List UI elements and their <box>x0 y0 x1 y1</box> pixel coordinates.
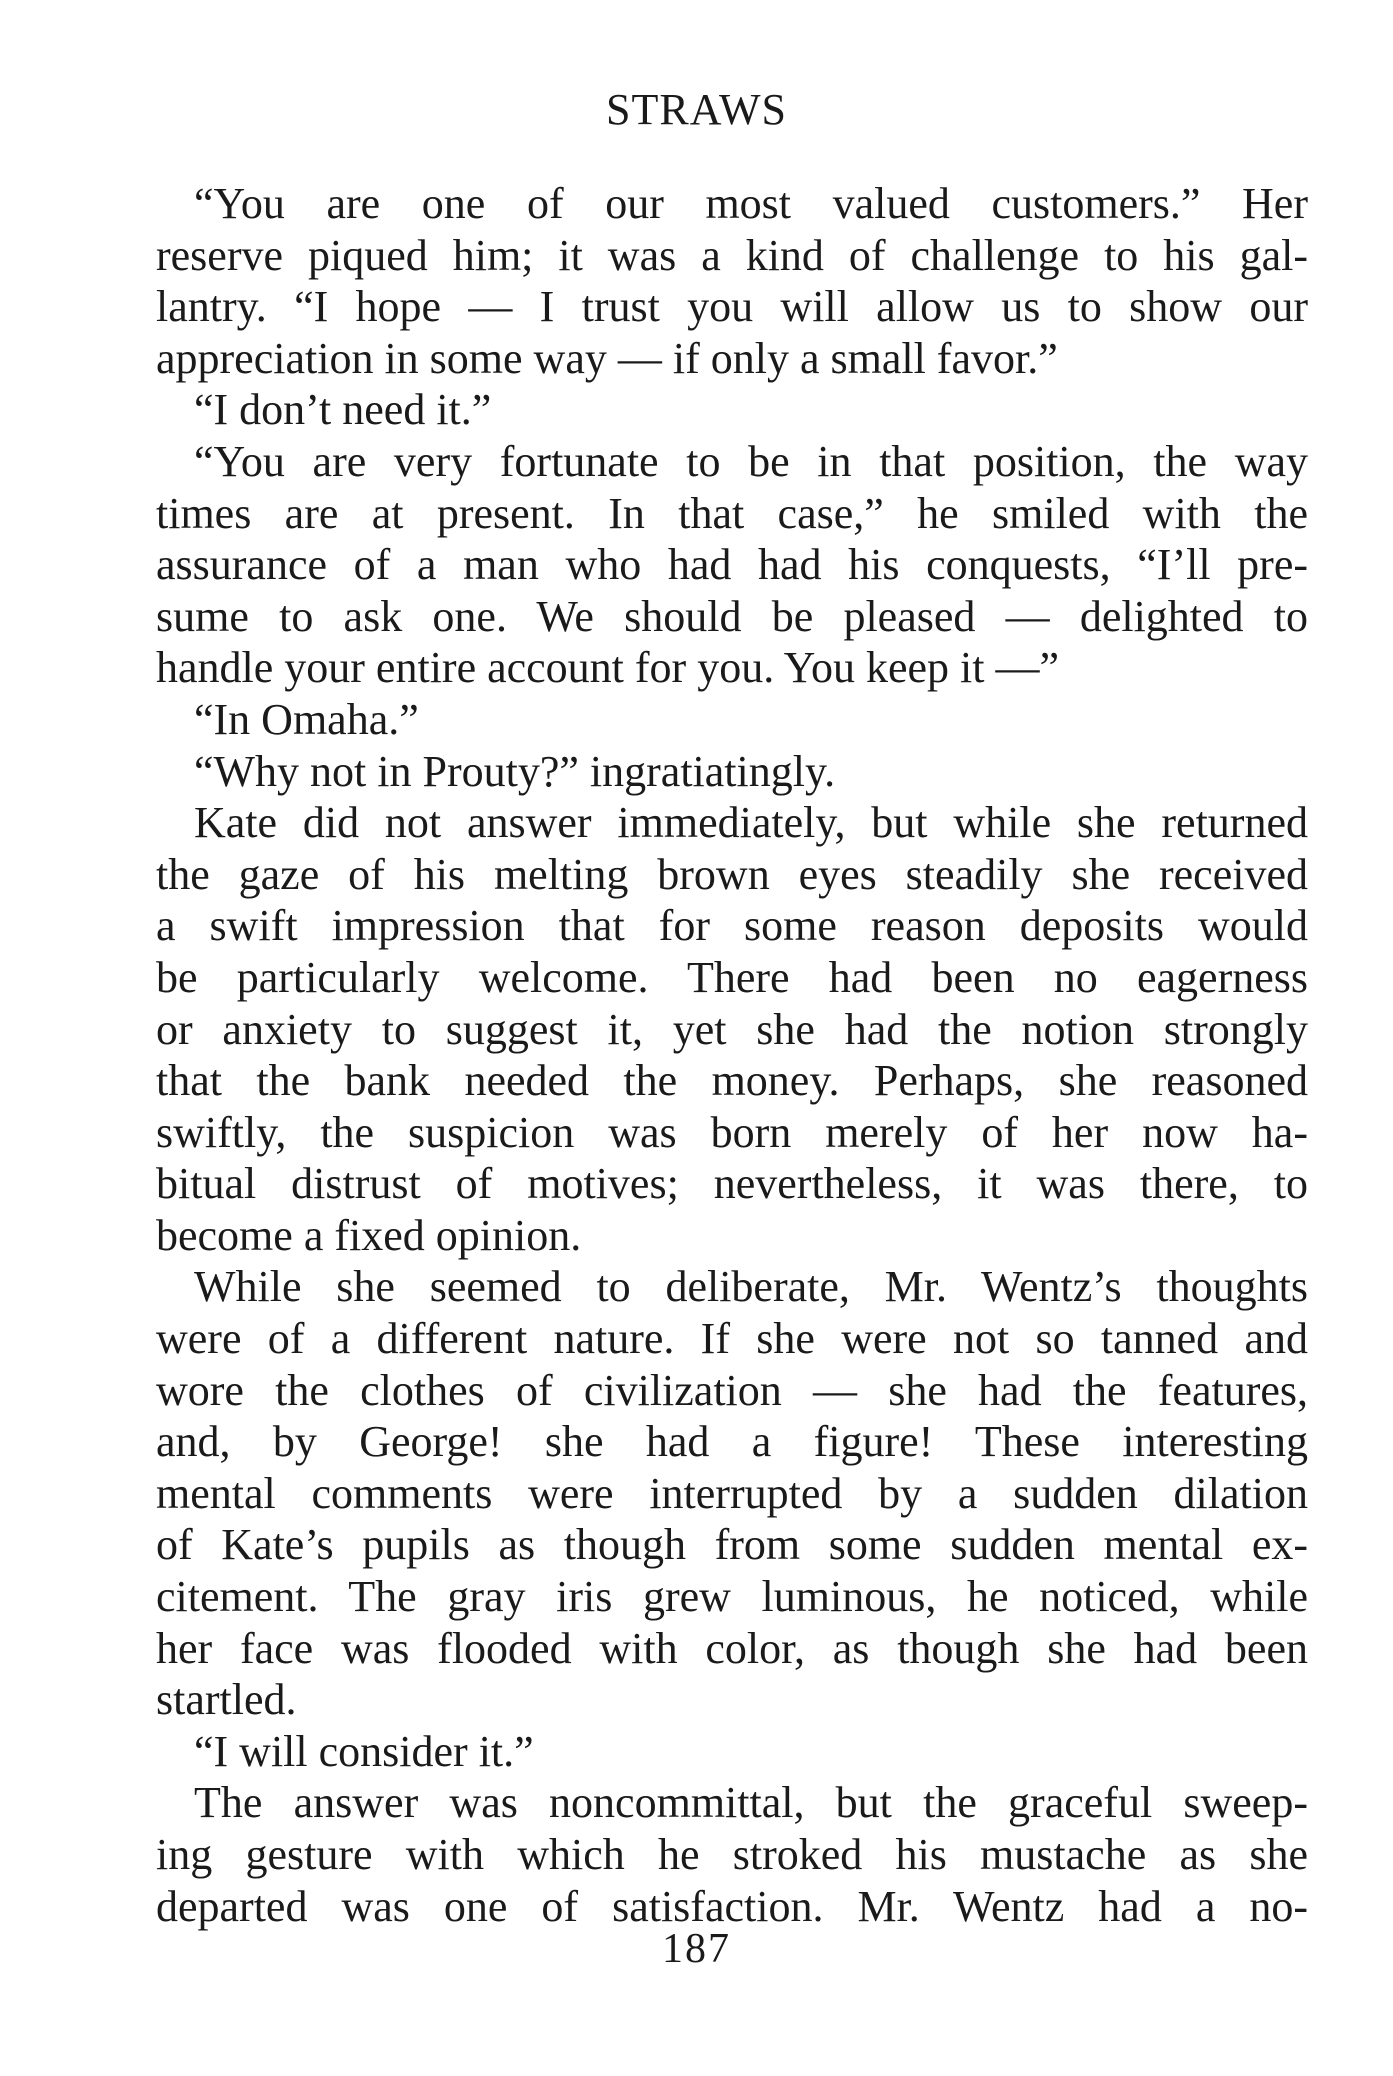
text-line: “You are very fortunate to be in that position, the way <box>194 436 1308 486</box>
text-line: swiftly, the suspicion was born merely of her now ha- <box>156 1107 1308 1157</box>
text-line: bitual distrust of motives; nevertheless, it was there, to <box>156 1159 1308 1209</box>
text-line: the gaze of his melting brown eyes steadily she received <box>156 849 1308 899</box>
text-line: lantry. “I hope — I trust you will allow us to show our <box>156 282 1308 332</box>
text-line: While she seemed to deliberate, Mr. Wentz’s thoughts <box>194 1262 1308 1312</box>
text-line: “I will consider it.” <box>194 1726 534 1776</box>
page-number: 187 <box>662 1926 731 1972</box>
text-line: that the bank needed the money. Perhaps, she reasoned <box>156 1056 1308 1106</box>
running-title: STRAWS <box>606 85 787 134</box>
body-text <box>156 178 1308 1932</box>
text-line: “In Omaha.” <box>194 694 419 744</box>
text-line: were of a different nature. If she were not so tanned and <box>156 1314 1308 1364</box>
text-line: departed was one of satisfaction. Mr. Wentz had a no- <box>156 1881 1308 1931</box>
text-line: startled. <box>156 1675 297 1725</box>
text-line: reserve piqued him; it was a kind of challenge to his gal- <box>156 230 1308 280</box>
text-line: times are at present. In that case,” he smiled with the <box>156 488 1308 538</box>
text-line: and, by George! she had a figure! These interesting <box>156 1417 1308 1467</box>
text-line: citement. The gray iris grew luminous, he noticed, while <box>156 1572 1308 1622</box>
text-line: a swift impression that for some reason deposits would <box>156 901 1308 951</box>
text-line: The answer was noncommittal, but the graceful sweep- <box>194 1778 1308 1828</box>
text-line: “I don’t need it.” <box>194 385 492 435</box>
text-line: “You are one of our most valued customers.” Her <box>194 179 1308 228</box>
text-line: become a fixed opinion. <box>156 1210 582 1260</box>
text-line: Kate did not answer immediately, but while she returned <box>194 798 1308 848</box>
text-line: assurance of a man who had had his conquests, “I’ll pre- <box>156 540 1308 590</box>
text-line: be particularly welcome. There had been no eagerness <box>156 952 1308 1002</box>
text-line: mental comments were interrupted by a sudden dilation <box>156 1468 1308 1518</box>
text-line: or anxiety to suggest it, yet she had the notion strongly <box>156 1004 1308 1054</box>
text-line: her face was flooded with color, as though she had been <box>156 1623 1308 1673</box>
text-line: of Kate’s pupils as though from some sudden mental ex- <box>156 1520 1308 1570</box>
text-line: “Why not in Prouty?” ingratiatingly. <box>194 746 836 796</box>
text-line: wore the clothes of civilization — she had the features, <box>156 1365 1308 1415</box>
text-line: handle your entire account for you. You keep it —” <box>156 643 1059 693</box>
text-line: sume to ask one. We should be pleased — delighted to <box>156 591 1308 641</box>
text-line: ing gesture with which he stroked his mustache as she <box>156 1830 1308 1879</box>
text-line: appreciation in some way — if only a small favor.” <box>156 333 1058 383</box>
